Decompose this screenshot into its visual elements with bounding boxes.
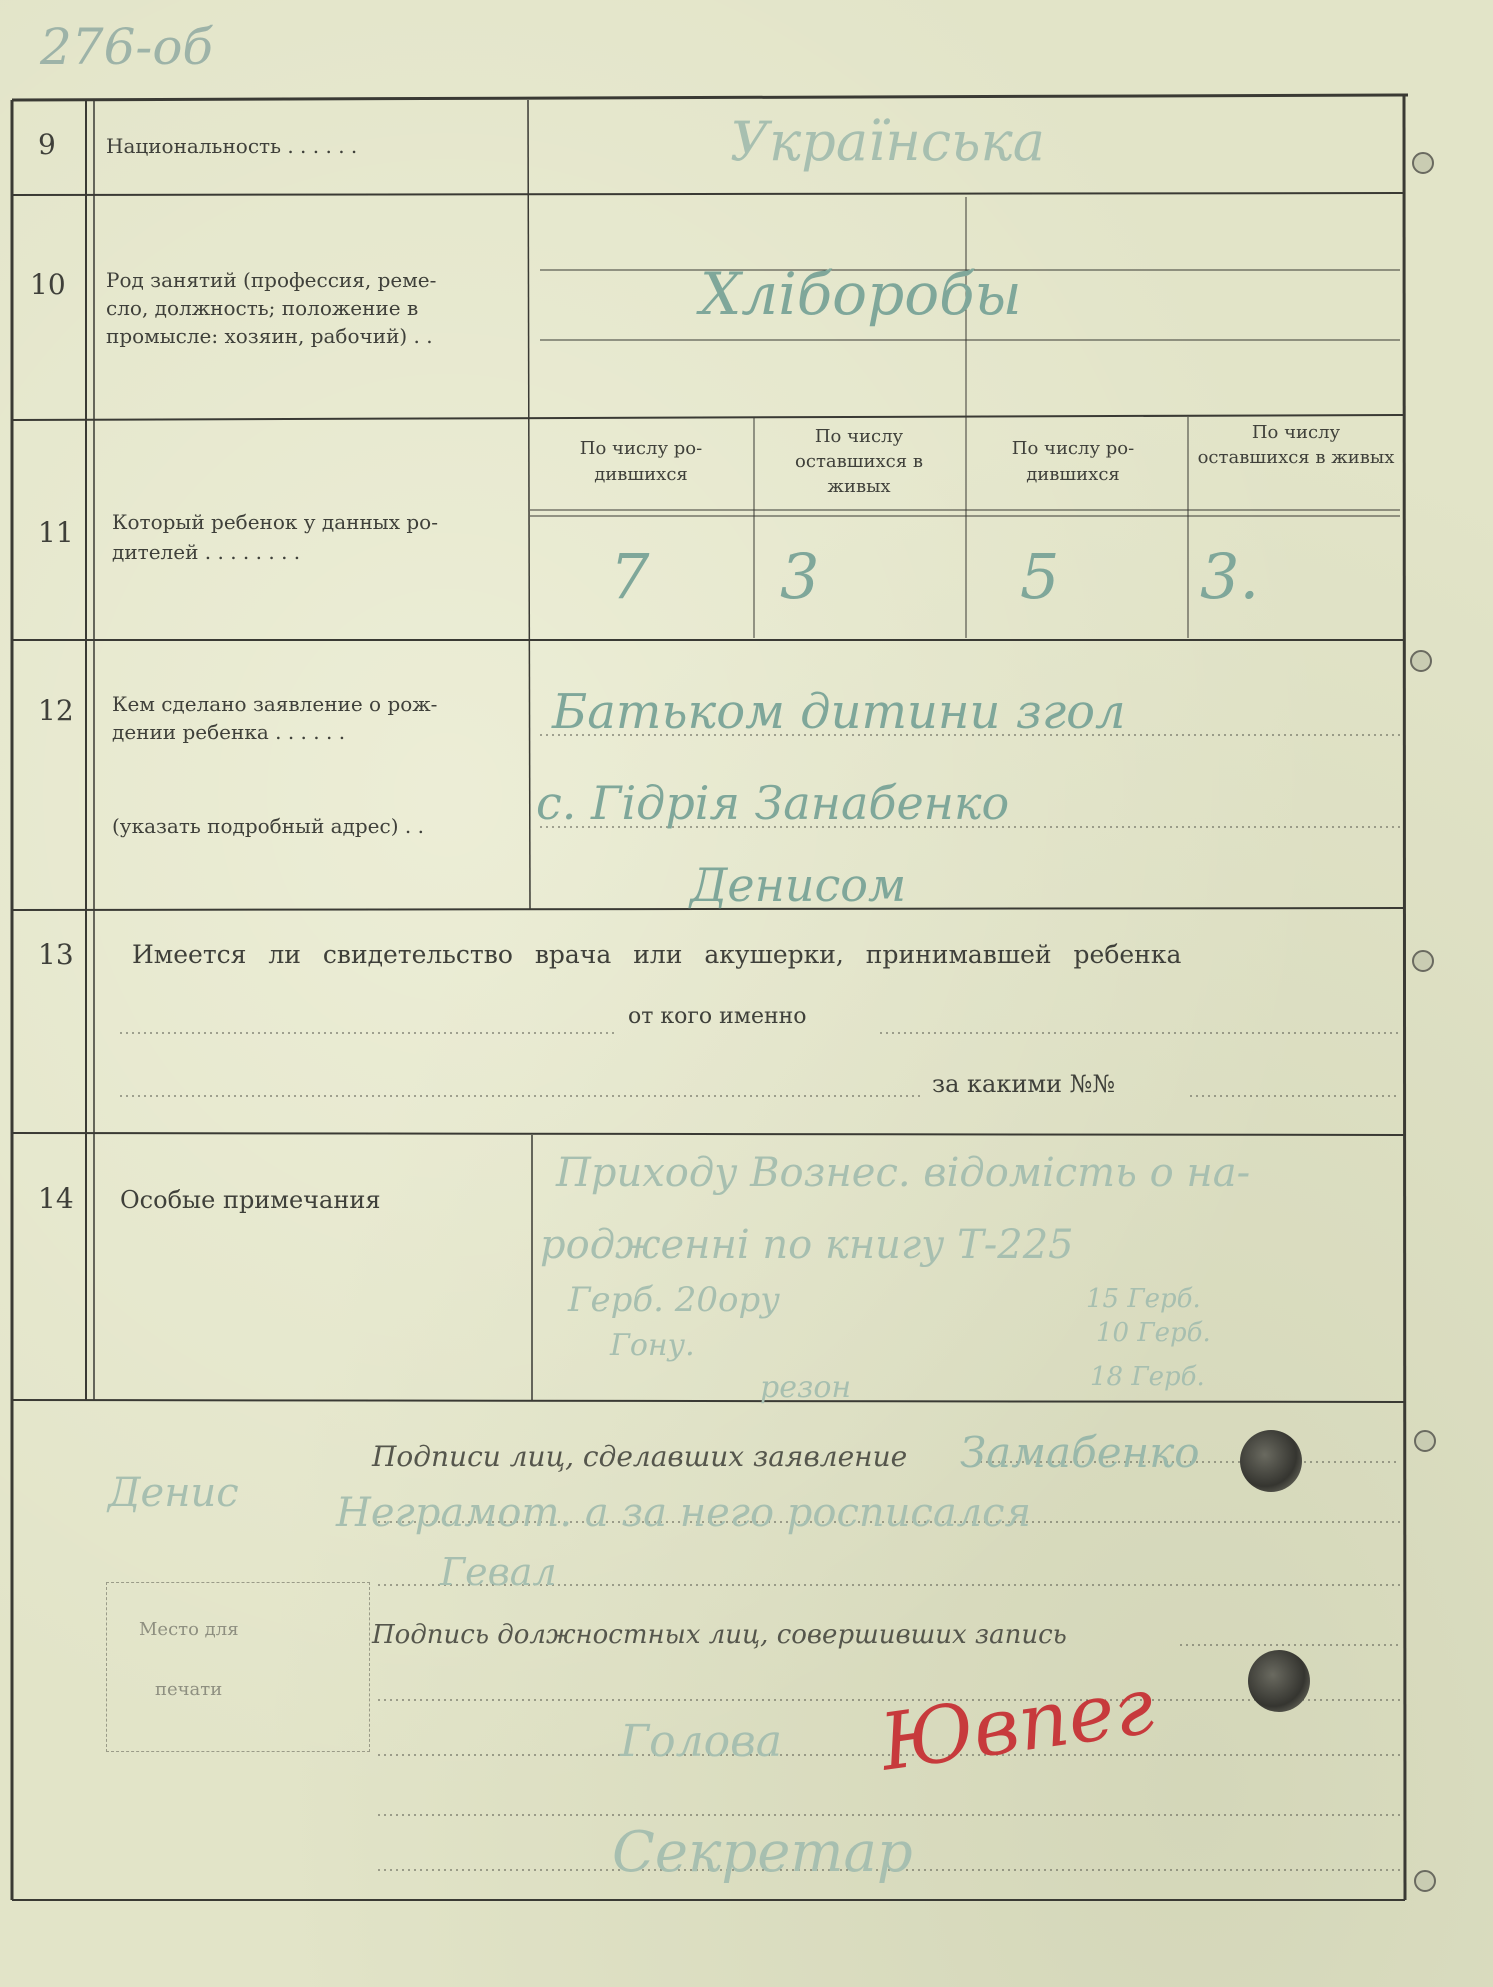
row-10-label-line-1: Род занятий (профессия, реме- <box>106 268 437 292</box>
row-9-label: Национальность . . . . . . <box>106 134 358 158</box>
official-signature: Ювпег <box>875 1661 1160 1789</box>
row-12-label-line-1: Кем сделано заявление о рож- <box>112 692 438 716</box>
edge-hole-2 <box>1410 650 1432 672</box>
binding-hole-1 <box>1240 1430 1302 1492</box>
edge-hole-3 <box>1412 950 1434 972</box>
row-14-number: 14 <box>38 1182 74 1215</box>
declarant-note: Денис <box>108 1470 239 1516</box>
official-title: Голова <box>620 1716 782 1767</box>
row-12-address-hint: (указать подробный адрес) . . <box>112 814 424 838</box>
row-14-note-2: родженні по книгу Т-225 <box>540 1222 1074 1268</box>
declarants-label: Подписи лиц, сделавших заявление <box>372 1440 908 1473</box>
row-14-note-3: Герб. 20ору <box>568 1280 780 1320</box>
row-9-number: 9 <box>38 128 56 161</box>
row-9-value: Українська <box>730 110 1045 173</box>
row-11-col-3-header: По числу ро- дившихся <box>1011 438 1135 485</box>
row-11-col-2-header: По числу оставшихся в живых <box>795 426 923 497</box>
row-14-note-1: Приходу Вознес. відомість о на- <box>556 1150 1251 1196</box>
row-13-from-whom: от кого именно <box>628 1004 807 1029</box>
row-14-label: Особые примечания <box>120 1186 381 1214</box>
row-11-value-3: 5 <box>1020 540 1060 613</box>
stamp-place-line-1: Место для <box>139 1619 239 1640</box>
row-10-label-line-3: промысле: хозяин, рабочий) . . <box>106 324 433 348</box>
binding-hole-2 <box>1248 1650 1310 1712</box>
row-13-numbers: за какими №№ <box>932 1070 1116 1098</box>
row-13-question: Имеется ли свидетельство врача или акушерки, принимавшей ребенка <box>132 940 1182 969</box>
row-12-number: 12 <box>38 694 74 727</box>
row-14-note-7: 10 Герб. <box>1096 1318 1211 1348</box>
row-12-value-line-1: Батьком дитини згол <box>552 684 1126 740</box>
declarant-signature: Замабенко <box>960 1428 1200 1477</box>
row-12-value-line-3: Денисом <box>690 858 907 912</box>
row-11-col-4-header: По числу оставшихся в живых <box>1197 422 1395 468</box>
row-14-note-8: 18 Герб. <box>1090 1362 1205 1392</box>
row-14-note-4: Гону. <box>610 1328 695 1363</box>
row-11-label-line-1: Который ребенок у данных ро- <box>112 510 438 534</box>
edge-hole-4 <box>1414 1430 1436 1452</box>
row-13-number: 13 <box>38 938 74 971</box>
secretary-signature: Секретар <box>612 1820 913 1885</box>
row-14-note-5: резон <box>760 1370 852 1405</box>
declarant-line-3: Гевал <box>440 1550 557 1594</box>
archive-mark: 276-об <box>40 18 213 76</box>
stamp-place-line-2: печати <box>155 1679 223 1700</box>
row-11-number: 11 <box>38 516 74 549</box>
row-11-label-line-2: дителей . . . . . . . . <box>112 540 301 564</box>
edge-hole-1 <box>1412 152 1434 174</box>
stamp-place <box>106 1582 370 1752</box>
officials-label: Подпись должностных лиц, совершивших запись <box>372 1620 1067 1650</box>
row-10-value: Хліборобы <box>700 260 1022 328</box>
edge-hole-5 <box>1414 1870 1436 1892</box>
row-10-number: 10 <box>30 268 66 301</box>
row-11-value-4: 3. <box>1200 540 1260 613</box>
declarant-line-2: Неграмот. а за него росписался <box>336 1490 1032 1536</box>
row-10-label-line-2: сло, должность; положение в <box>106 296 419 320</box>
row-11-value-2: 3 <box>780 540 820 613</box>
row-11-value-1: 7 <box>610 540 650 613</box>
row-14-note-6: 15 Герб. <box>1086 1284 1201 1314</box>
row-12-label-line-2: дении ребенка . . . . . . <box>112 720 346 744</box>
row-12-value-line-2: с. Гідрія Занабенко <box>536 776 1010 830</box>
row-11-col-1-header: По числу ро- дившихся <box>579 438 703 485</box>
